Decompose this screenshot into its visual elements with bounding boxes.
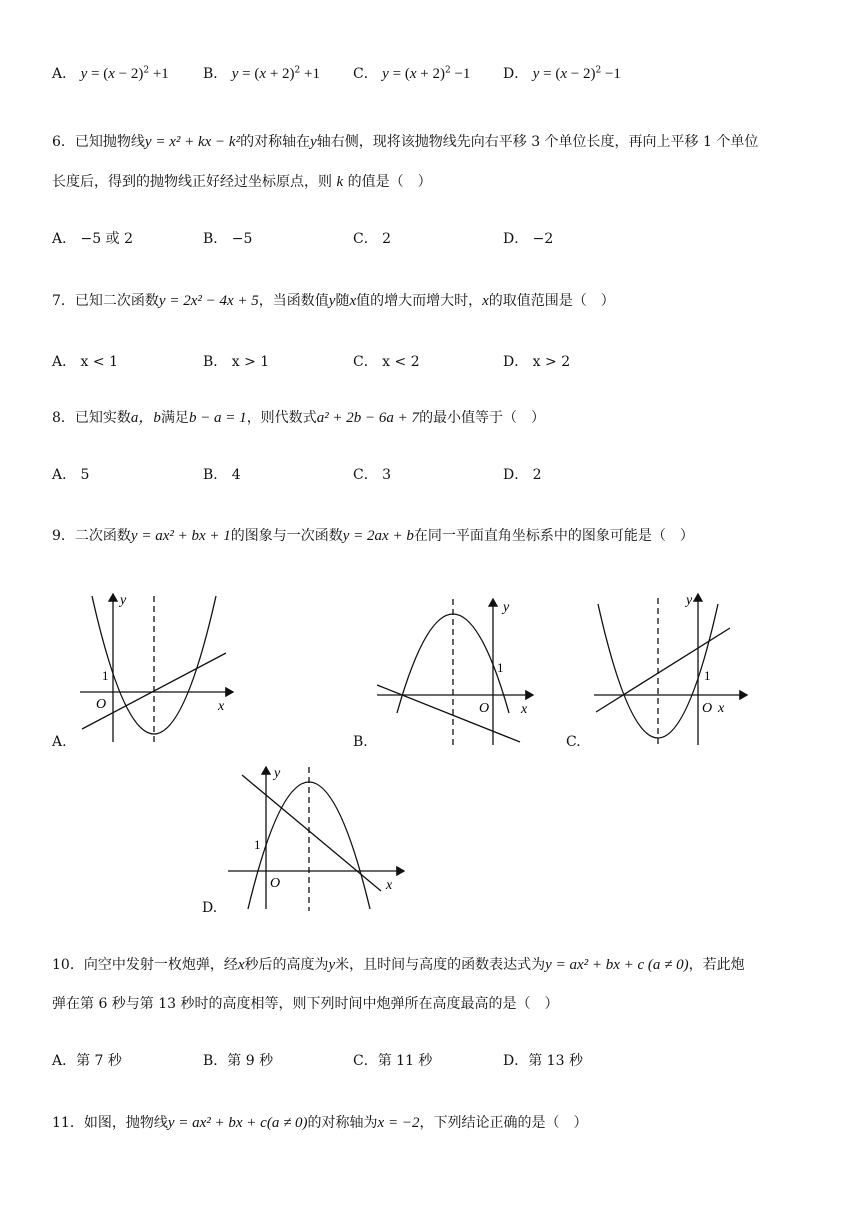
label-o: O: [702, 701, 713, 716]
q8-option-c: C． 3: [353, 467, 392, 483]
label-y: y: [274, 766, 281, 781]
label-o: O: [479, 701, 490, 716]
q5-option-b: B． $y = (x + 2)^2 +1$: [203, 65, 320, 82]
line: [242, 775, 381, 891]
q9-stem: 9．二次函数y = ax² + bx + 1的图象与一次函数y = 2ax + b在同一平面直角坐标系中的图象可能是（ ）: [52, 528, 694, 544]
graph-c: [592, 590, 752, 750]
label-x: x: [218, 699, 225, 714]
q8-option-a: A． 5: [52, 467, 90, 483]
label-1: 1: [497, 660, 504, 675]
graph-b: [375, 595, 535, 755]
graph-a-label: A.: [52, 734, 67, 750]
q11-stem: 11．如图，抛物线y = ax² + bx + c(a ≠ 0)的对称轴为x = −2，下列结论正确的是（ ）: [52, 1115, 588, 1131]
label-1: 1: [254, 837, 261, 852]
q6-option-c: C． 2: [353, 231, 392, 247]
label-x: x: [521, 702, 528, 717]
label-o: O: [96, 697, 107, 712]
q10-option-b: B．第 9 秒: [203, 1053, 274, 1069]
graph-a: [78, 590, 238, 748]
q8-option-d: D． 2: [503, 467, 542, 483]
line: [377, 685, 520, 742]
q10-stem-line1: 10．向空中发射一枚炮弹，经x秒后的高度为y米，且时间与高度的函数表达式为y = ax² + bx + c (a ≠ 0)，若此炮: [52, 957, 745, 973]
q7-option-d: D． x > 2: [503, 354, 571, 370]
q6-stem-line1: 6．已知抛物线y = x² + kx − k²的对称轴在y轴右侧，现将该抛物线先向右平移 3 个单位长度，再向上平移 1 个单位: [52, 134, 759, 150]
q6-stem-line2: 长度后，得到的抛物线正好经过坐标原点，则 k 的值是（ ）: [52, 174, 432, 190]
label-1: 1: [704, 668, 711, 683]
label-o: O: [270, 876, 281, 891]
q10-option-d: D．第 13 秒: [503, 1053, 583, 1069]
q8-option-b: B． 4: [203, 467, 241, 483]
label-y: y: [503, 600, 510, 615]
q7-option-b: B． x > 1: [203, 354, 270, 370]
graph-c-label: C.: [566, 734, 581, 750]
graph-d-label: D.: [202, 900, 218, 916]
label-x: x: [386, 878, 393, 893]
graph-d: [226, 763, 408, 915]
graph-b-label: B.: [353, 734, 368, 750]
q6-option-a: A． −5 或 2: [52, 231, 134, 247]
q5-option-a: A． $y = (x - 2)^2 +1$: [52, 65, 169, 82]
q7-stem: 7．已知二次函数y = 2x² − 4x + 5，当函数值y随x值的增大而增大时，x的取值范围是（ ）: [52, 293, 615, 309]
q6-option-d: D． −2: [503, 231, 554, 247]
q10-option-c: C．第 11 秒: [353, 1053, 433, 1069]
label-y: y: [120, 593, 127, 608]
q5-option-c: C． $y = (x + 2)^2 -1$: [353, 65, 471, 82]
q5-option-d: D． $y = (x - 2)^2 -1$: [503, 65, 621, 82]
q8-stem: 8．已知实数a，b满足b − a = 1，则代数式a² + 2b − 6a + 7的最小值等于（ ）: [52, 410, 546, 426]
q7-option-a: A． x < 1: [52, 354, 118, 370]
q10-stem-line2: 弹在第 6 秒与第 13 秒时的高度相等，则下列时间中炮弹所在高度最高的是（ ）: [52, 996, 559, 1012]
label-1: 1: [102, 668, 109, 683]
label-y: y: [686, 593, 693, 608]
q6-option-b: B． −5: [203, 231, 253, 247]
q7-option-c: C． x < 2: [353, 354, 420, 370]
label-x: x: [718, 701, 725, 716]
q10-option-a: A．第 7 秒: [52, 1053, 122, 1069]
